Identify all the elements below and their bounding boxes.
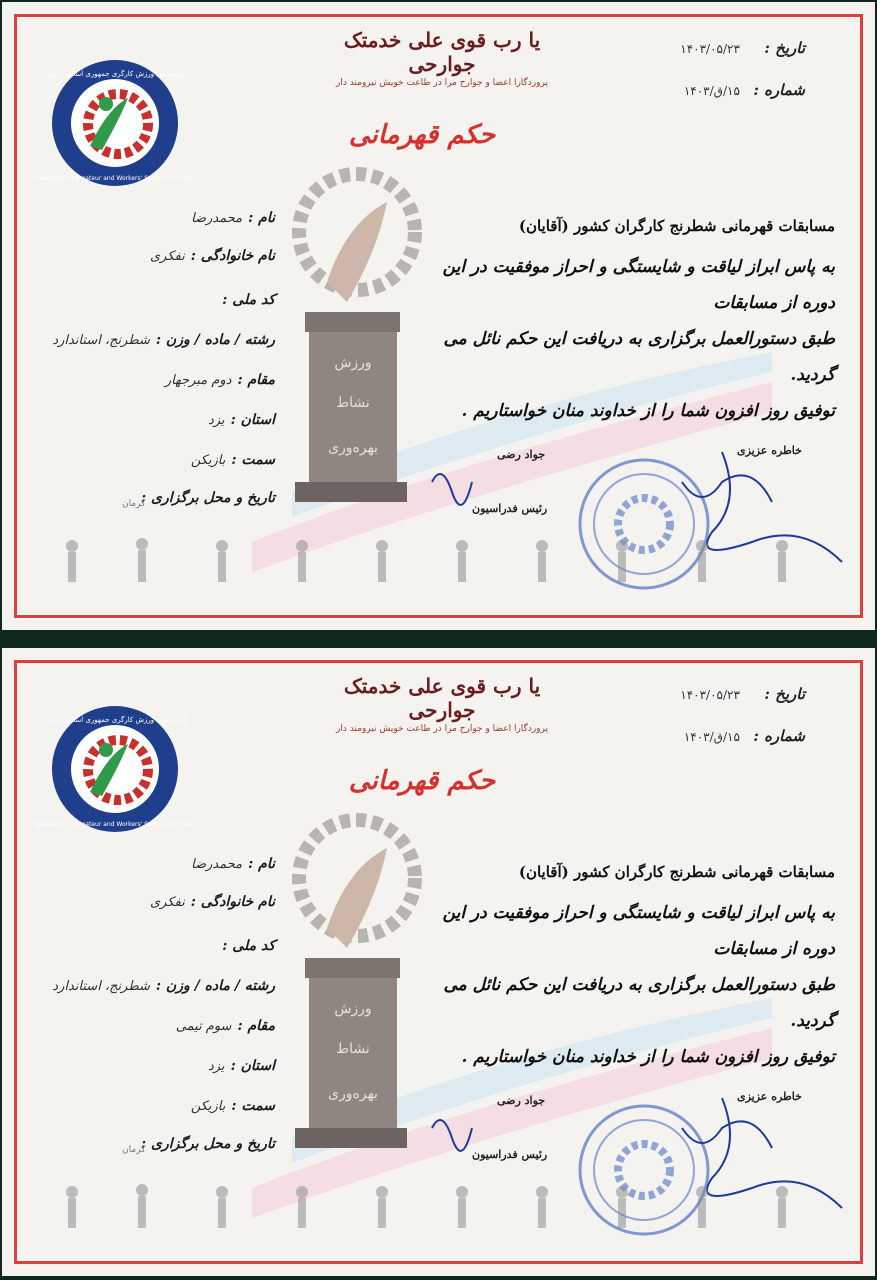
field-discipline-value: شطرنج، استاندارد bbox=[52, 333, 150, 348]
certificate-title: حکم قهرمانی bbox=[348, 120, 496, 150]
body-line-3: توفیق روز افزون شما را از خداوند منان خواستاریم . bbox=[461, 401, 835, 421]
field-discipline-label: رشته / ماده / وزن : bbox=[155, 332, 275, 348]
field-name-label: نام : bbox=[248, 856, 275, 872]
field-rank-label: مقام : bbox=[237, 372, 275, 388]
field-rank-value: دوم مبرجهار bbox=[164, 373, 232, 388]
date-value: ۱۴۰۳/۰۵/۲۳ bbox=[680, 688, 740, 702]
trophy-word-2: نشاط bbox=[336, 1041, 370, 1057]
field-venue-value: کرمان bbox=[122, 499, 146, 509]
basmala-header bbox=[332, 28, 552, 88]
signature-right-name: خاطره عزیزی bbox=[737, 1090, 802, 1103]
field-family bbox=[150, 894, 275, 910]
field-role bbox=[191, 1098, 275, 1114]
certificate-1 bbox=[2, 2, 875, 630]
logo-persian-text: فدراسیون ورزش کارگری جمهوری اسلامی ایران bbox=[44, 70, 186, 78]
field-province bbox=[208, 412, 275, 428]
field-rank bbox=[165, 372, 275, 388]
signature-left-name: جواد رضی bbox=[497, 1094, 546, 1107]
field-family bbox=[150, 248, 275, 264]
body-line-2: طبق دستورالعمل برگزاری به دریافت این حکم نائل می گردید. bbox=[443, 329, 835, 385]
field-venue bbox=[141, 1136, 275, 1152]
trophy-word-3: بهره‌وری bbox=[328, 440, 378, 456]
field-venue-value: کرمان bbox=[122, 1145, 146, 1155]
body-line-1: به پاس ابراز لیاقت و شایستگی و احراز موفقیت در این دوره از مسابقات bbox=[442, 257, 835, 313]
field-discipline bbox=[52, 978, 275, 994]
body-line-2: طبق دستورالعمل برگزاری به دریافت این حکم نائل می گردید. bbox=[443, 975, 835, 1031]
date-label: تاریخ : bbox=[764, 685, 805, 703]
field-role-label: سمت : bbox=[231, 1098, 275, 1114]
logo-english-text: Federation of Amateur and Workers' Sports of I.R. Iran bbox=[33, 821, 197, 828]
number-value: ۱۵/ق/۱۴۰۳ bbox=[683, 84, 740, 98]
number-value: ۱۵/ق/۱۴۰۳ bbox=[683, 730, 740, 744]
field-province-value: یزد bbox=[207, 1059, 225, 1074]
field-rank-label: مقام : bbox=[237, 1018, 275, 1034]
basmala-slogan: پروردگارا اعضا و جوارح مرا در طاعت خویش نیرومند دار bbox=[335, 78, 549, 88]
certificate-2 bbox=[2, 648, 875, 1276]
field-code-label: کد ملی : bbox=[222, 938, 275, 954]
date-row bbox=[605, 684, 805, 703]
certificate-title: حکم قهرمانی bbox=[348, 766, 496, 796]
body-line-1: به پاس ابراز لیاقت و شایستگی و احراز موفقیت در این دوره از مسابقات bbox=[442, 903, 835, 959]
field-family-value: نفکری bbox=[150, 895, 185, 910]
number-label: شماره : bbox=[753, 727, 805, 745]
certificate-body bbox=[405, 217, 835, 429]
basmala-header bbox=[332, 674, 552, 734]
certificate-body bbox=[405, 863, 835, 1075]
field-code bbox=[222, 292, 275, 308]
trophy-word-3: بهره‌وری bbox=[328, 1086, 378, 1102]
field-code-label: کد ملی : bbox=[222, 292, 275, 308]
signature-left-name: جواد رضی bbox=[497, 448, 546, 461]
field-province-label: استان : bbox=[230, 412, 275, 428]
trophy-word-2: نشاط bbox=[336, 395, 370, 411]
field-family-label: نام خانوادگی : bbox=[190, 894, 275, 910]
number-row bbox=[605, 80, 805, 99]
field-venue bbox=[141, 490, 275, 506]
signature-left-title: رئیس فدراسیون bbox=[472, 502, 548, 515]
basmala-text: یا رب قوی علی خدمتک جوارحی bbox=[343, 674, 541, 722]
basmala-text: یا رب قوی علی خدمتک جوارحی bbox=[343, 28, 541, 76]
number-label: شماره : bbox=[753, 81, 805, 99]
field-discipline-label: رشته / ماده / وزن : bbox=[155, 978, 275, 994]
field-discipline-value: شطرنج، استاندارد bbox=[52, 979, 150, 994]
date-value: ۱۴۰۳/۰۵/۲۳ bbox=[680, 42, 740, 56]
field-name-value: محمدرضا bbox=[191, 211, 243, 226]
field-family-value: نفکری bbox=[150, 249, 185, 264]
field-role-value: بازیکن bbox=[190, 453, 226, 468]
field-code bbox=[222, 938, 275, 954]
field-name bbox=[191, 856, 275, 872]
field-venue-label: تاریخ و محل برگزاری : bbox=[140, 490, 275, 506]
date-label: تاریخ : bbox=[764, 39, 805, 57]
trophy-word-1: ورزش bbox=[334, 355, 372, 371]
field-rank-value: سوم تیمی bbox=[175, 1019, 232, 1034]
signature-left-title: رئیس فدراسیون bbox=[472, 1148, 548, 1161]
competition-headline: مسابقات قهرمانی شطرنج کارگران کشور (آقایان) bbox=[518, 217, 835, 235]
sports-silhouettes bbox=[32, 1178, 852, 1248]
competition-headline: مسابقات قهرمانی شطرنج کارگران کشور (آقایان) bbox=[518, 863, 835, 881]
basmala-slogan: پروردگارا اعضا و جوارح مرا در طاعت خویش نیرومند دار bbox=[335, 724, 549, 734]
field-name-label: نام : bbox=[248, 210, 275, 226]
field-name bbox=[191, 210, 275, 226]
signature-right-name: خاطره عزیزی bbox=[737, 444, 802, 457]
field-province bbox=[208, 1058, 275, 1074]
sports-silhouettes bbox=[32, 532, 852, 602]
field-role-label: سمت : bbox=[231, 452, 275, 468]
trophy-word-1: ورزش bbox=[334, 1001, 372, 1017]
body-line-3: توفیق روز افزون شما را از خداوند منان خواستاریم . bbox=[461, 1047, 835, 1067]
field-rank bbox=[176, 1018, 275, 1034]
field-name-value: محمدرضا bbox=[191, 857, 243, 872]
field-province-value: یزد bbox=[207, 413, 225, 428]
date-row bbox=[605, 38, 805, 57]
field-role-value: بازیکن bbox=[190, 1099, 226, 1114]
logo-english-text: Federation of Amateur and Workers' Sports of I.R. Iran bbox=[33, 175, 197, 182]
field-family-label: نام خانوادگی : bbox=[190, 248, 275, 264]
field-discipline bbox=[52, 332, 275, 348]
field-province-label: استان : bbox=[230, 1058, 275, 1074]
field-role bbox=[191, 452, 275, 468]
logo-persian-text: فدراسیون ورزش کارگری جمهوری اسلامی ایران bbox=[44, 716, 186, 724]
field-venue-label: تاریخ و محل برگزاری : bbox=[140, 1136, 275, 1152]
number-row bbox=[605, 726, 805, 745]
